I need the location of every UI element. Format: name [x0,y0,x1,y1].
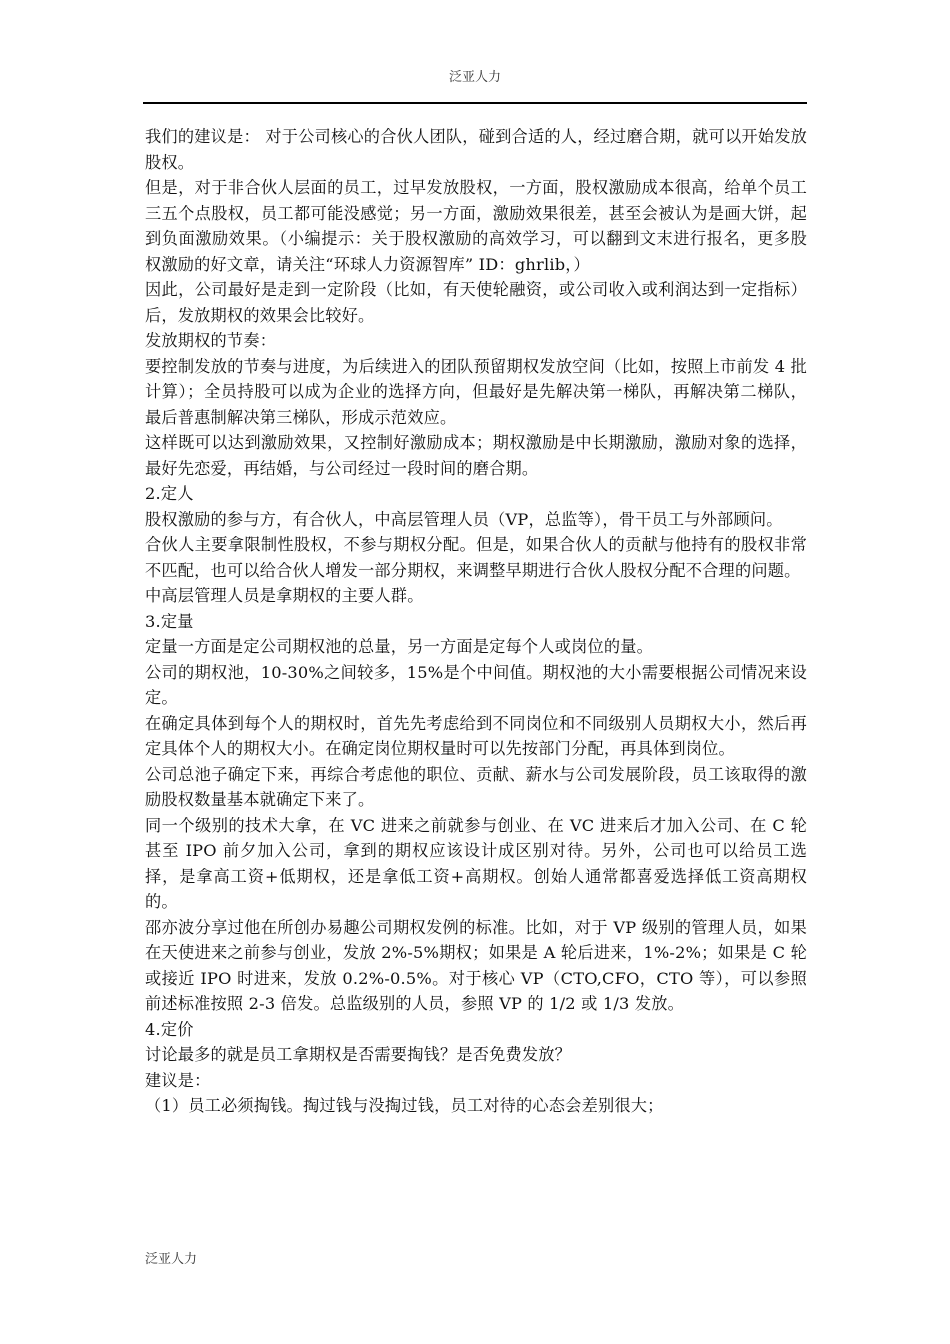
paragraph: （1）员工必须掏钱。掏过钱与没掏过钱，员工对待的心态会差别很大； [145,1096,664,1115]
paragraph: 我们的建议是： 对于公司核心的合伙人团队，碰到合适的人，经过磨合期，就可以开始发放股权。 [145,127,807,172]
paragraph: 公司总池子确定下来，再综合考虑他的职位、贡献、薪水与公司发展阶段，员工该取得的激励股权数量基本就确定下来了。 [145,764,807,809]
section-heading: 4.定价 [145,1019,194,1039]
paragraph: 公司的期权池，10-30%之间较多，15%是个中间值。期权池的大小需要根据公司情况来设定。 [145,662,807,707]
paragraph: 合伙人主要拿限制性股权，不参与期权分配。但是，如果合伙人的贡献与他持有的股权非常不匹配，也可以给合伙人增发一部分期权，来调整早期进行合伙人股权分配不合理的问题。 [145,535,807,580]
page-footer: 泛亚人力 [145,1252,198,1267]
paragraph: 股权激励的参与方，有合伙人，中高层管理人员（VP，总监等），骨干员工与外部顾问。 [145,509,783,529]
paragraph: 讨论最多的就是员工拿期权是否需要掏钱？是否免费发放？ [145,1045,572,1064]
paragraph: 因此，公司最好是走到一定阶段（比如，有天使轮融资，或公司收入或利润达到一定指标）后，发放期权的效果会比较好。 [145,280,807,325]
paragraph: 但是，对于非合伙人层面的员工，过早发放股权，一方面，股权激励成本很高，给单个员工三五个点股权，员工都可能没感觉；另一方面，激励效果很差，甚至会被认为是画大饼，起到负面激励效果。（小编提示：关于股权激励的高效学习，可以翻到文末进行报名，更多股权激励的好文章，请关注“环球人力资源智库” ID：ghrlib，） [145,178,807,274]
paragraph: 在确定具体到每个人的期权时，首先先考虑给到不同岗位和不同级别人员期权大小，然后再定具体个人的期权大小。在确定岗位期权量时可以先按部门分配，再具体到岗位。 [145,713,807,758]
paragraph: 中高层管理人员是拿期权的主要人群。 [145,586,424,605]
paragraph: 同一个级别的技术大拿，在 VC 进来之前就参与创业、在 VC 进来后才加入公司、在 C 轮甚至 IPO 前夕加入公司，拿到的期权应该设计成区别对待。另外，公司也可以给员工选择，是拿高工资+低期权，还是拿低工资+高期权。创始人通常都喜爱选择低工资高期权的。 [145,815,807,911]
paragraph: 要控制发放的节奏与进度，为后续进入的团队预留期权发放空间（比如，按照上市前发 4 批计算）；全员持股可以成为企业的选择方向，但最好是先解决第一梯队，再解决第二梯队，最后普惠制解决第三梯队，形成示范效应。 [145,356,807,427]
paragraph: 发放期权的节奏： [145,331,277,350]
header-divider [143,102,807,104]
page-header: 泛亚人力 [448,70,501,85]
document-body [145,124,807,1119]
paragraph: 邵亦波分享过他在所创办易趣公司期权发例的标准。比如，对于 VP 级别的管理人员，如果在天使进来之前参与创业，发放 2%-5%期权；如果是 A 轮后进来，1%-2%；如果是 C 轮或接近 IPO 时进来，发放 0.2%-0.5%。对于核心 VP（CTO,CFO，CTO 等），可以参照前述标准按照 2-3 倍发。总监级别的人员，参照 VP 的 1/2 或 1/3 发放。 [145,917,807,1013]
paragraph: 这样既可以达到激励效果，又控制好激励成本；期权激励是中长期激励，激励对象的选择，最好先恋爱，再结婚，与公司经过一段时间的磨合期。 [145,433,807,478]
section-heading: 2.定人 [145,484,194,503]
paragraph: 建议是： [145,1070,211,1090]
paragraph: 定量一方面是定公司期权池的总量，另一方面是定每个人或岗位的量。 [145,637,654,656]
section-heading: 3.定量 [145,611,194,631]
